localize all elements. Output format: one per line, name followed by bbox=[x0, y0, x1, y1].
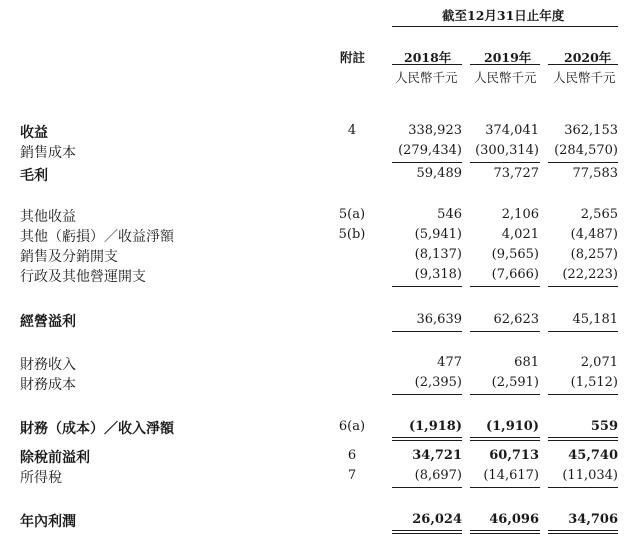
cell-other-net-gains-2019: 4,021 bbox=[501, 227, 539, 242]
year-rule-2018 bbox=[392, 64, 462, 65]
cell-profit-before-tax-2018: 34,721 bbox=[412, 448, 462, 463]
cell-finance-costs-2018: (2,395) bbox=[414, 375, 462, 390]
cell-other-income-2020: 2,565 bbox=[580, 207, 618, 222]
cell-profit-for-year-2019: 46,096 bbox=[489, 512, 539, 527]
cell-finance-income-2020: 2,071 bbox=[580, 355, 618, 370]
cell-net-finance-2020: 559 bbox=[590, 419, 618, 434]
cell-selling-expenses-2020: (8,257) bbox=[570, 247, 618, 262]
year-header-2018: 2018年 bbox=[404, 50, 452, 65]
year-header-2019: 2019年 bbox=[484, 50, 532, 65]
subtotal-rule bbox=[392, 286, 462, 287]
cell-revenue-2020: 362,153 bbox=[564, 123, 618, 138]
cell-admin-expenses-2019: (7,666) bbox=[491, 267, 539, 282]
unit-header-2020: 人民幣千元 bbox=[553, 70, 616, 85]
double-rule bbox=[548, 437, 618, 441]
cell-income-tax-2020: (11,034) bbox=[562, 468, 618, 483]
cell-admin-expenses-2020: (22,223) bbox=[562, 267, 618, 282]
row-note-revenue: 4 bbox=[347, 123, 357, 138]
row-note-net-finance: 6(a) bbox=[338, 419, 366, 434]
cell-revenue-2019: 374,041 bbox=[485, 123, 539, 138]
cell-profit-before-tax-2020: 45,740 bbox=[568, 448, 618, 463]
subtotal-rule bbox=[392, 331, 462, 332]
subtotal-rule bbox=[548, 487, 618, 488]
cell-cost-of-sales-2020: (284,570) bbox=[554, 143, 618, 158]
header-rule bbox=[392, 26, 618, 27]
double-rule bbox=[470, 437, 540, 441]
cell-net-finance-2018: (1,918) bbox=[408, 419, 462, 434]
row-label-operating-profit: 經營溢利 bbox=[20, 314, 76, 330]
subtotal-rule bbox=[392, 162, 462, 163]
cell-profit-for-year-2020: 34,706 bbox=[568, 512, 618, 527]
row-label-other-income: 其他收益 bbox=[20, 209, 76, 225]
row-label-income-tax: 所得稅 bbox=[20, 470, 62, 486]
unit-header-2019: 人民幣千元 bbox=[474, 70, 537, 85]
subtotal-rule bbox=[392, 487, 462, 488]
row-label-finance-income: 財務收入 bbox=[20, 357, 76, 373]
cell-other-income-2018: 546 bbox=[437, 207, 462, 222]
cell-selling-expenses-2019: (9,565) bbox=[491, 247, 539, 262]
double-rule bbox=[392, 437, 462, 441]
cell-finance-income-2019: 681 bbox=[514, 355, 539, 370]
year-rule-2020 bbox=[548, 64, 618, 65]
cell-profit-before-tax-2019: 60,713 bbox=[489, 448, 539, 463]
row-note-profit-before-tax: 6 bbox=[347, 448, 357, 463]
cell-gross-profit-2020: 77,583 bbox=[572, 166, 618, 181]
subtotal-rule bbox=[470, 331, 540, 332]
cell-finance-income-2018: 477 bbox=[437, 355, 462, 370]
row-label-selling-expenses: 銷售及分銷開支 bbox=[20, 249, 118, 265]
cell-net-finance-2019: (1,910) bbox=[485, 419, 539, 434]
subtotal-rule bbox=[548, 331, 618, 332]
cell-income-tax-2018: (8,697) bbox=[414, 468, 462, 483]
year-rule-2019 bbox=[470, 64, 540, 65]
row-note-other-net-gains: 5(b) bbox=[338, 227, 366, 242]
double-rule bbox=[392, 530, 462, 534]
cell-income-tax-2019: (14,617) bbox=[483, 468, 539, 483]
double-rule bbox=[548, 530, 618, 534]
cell-cost-of-sales-2018: (279,434) bbox=[398, 143, 462, 158]
cell-admin-expenses-2018: (9,318) bbox=[414, 267, 462, 282]
cell-operating-profit-2018: 36,639 bbox=[416, 312, 462, 327]
subtotal-rule bbox=[470, 286, 540, 287]
year-header-2020: 2020年 bbox=[564, 50, 612, 65]
cell-gross-profit-2019: 73,727 bbox=[493, 166, 539, 181]
subtotal-rule bbox=[470, 487, 540, 488]
subtotal-rule bbox=[548, 394, 618, 395]
row-label-profit-before-tax: 除稅前溢利 bbox=[20, 450, 90, 466]
row-label-finance-costs: 財務成本 bbox=[20, 377, 76, 393]
note-column-header: 附註 bbox=[340, 50, 366, 65]
cell-profit-for-year-2018: 26,024 bbox=[412, 512, 462, 527]
subtotal-rule bbox=[392, 394, 462, 395]
cell-gross-profit-2018: 59,489 bbox=[416, 166, 462, 181]
cell-finance-costs-2019: (2,591) bbox=[491, 375, 539, 390]
row-note-other-income: 5(a) bbox=[338, 207, 366, 222]
cell-operating-profit-2019: 62,623 bbox=[493, 312, 539, 327]
cell-other-net-gains-2018: (5,941) bbox=[414, 227, 462, 242]
double-rule bbox=[470, 530, 540, 534]
cell-revenue-2018: 338,923 bbox=[408, 123, 462, 138]
row-label-revenue: 收益 bbox=[20, 125, 48, 141]
subtotal-rule bbox=[470, 394, 540, 395]
row-label-net-finance: 財務（成本）／收入淨額 bbox=[20, 421, 174, 437]
cell-cost-of-sales-2019: (300,314) bbox=[475, 143, 539, 158]
row-label-admin-expenses: 行政及其他營運開支 bbox=[20, 269, 146, 285]
period-heading: 截至12月31日止年度 bbox=[442, 8, 565, 23]
subtotal-rule bbox=[548, 286, 618, 287]
cell-operating-profit-2020: 45,181 bbox=[572, 312, 618, 327]
cell-other-net-gains-2020: (4,487) bbox=[570, 227, 618, 242]
unit-header-2018: 人民幣千元 bbox=[395, 70, 458, 85]
row-label-other-net-gains: 其他（虧損）／收益淨額 bbox=[20, 229, 174, 245]
cell-selling-expenses-2018: (8,137) bbox=[414, 247, 462, 262]
row-label-gross-profit: 毛利 bbox=[20, 168, 48, 184]
subtotal-rule bbox=[470, 162, 540, 163]
cell-finance-costs-2020: (1,512) bbox=[570, 375, 618, 390]
row-label-cost-of-sales: 銷售成本 bbox=[20, 145, 76, 161]
row-label-profit-for-year: 年內利潤 bbox=[20, 514, 76, 530]
row-note-income-tax: 7 bbox=[347, 468, 357, 483]
subtotal-rule bbox=[548, 162, 618, 163]
cell-other-income-2019: 2,106 bbox=[501, 207, 539, 222]
